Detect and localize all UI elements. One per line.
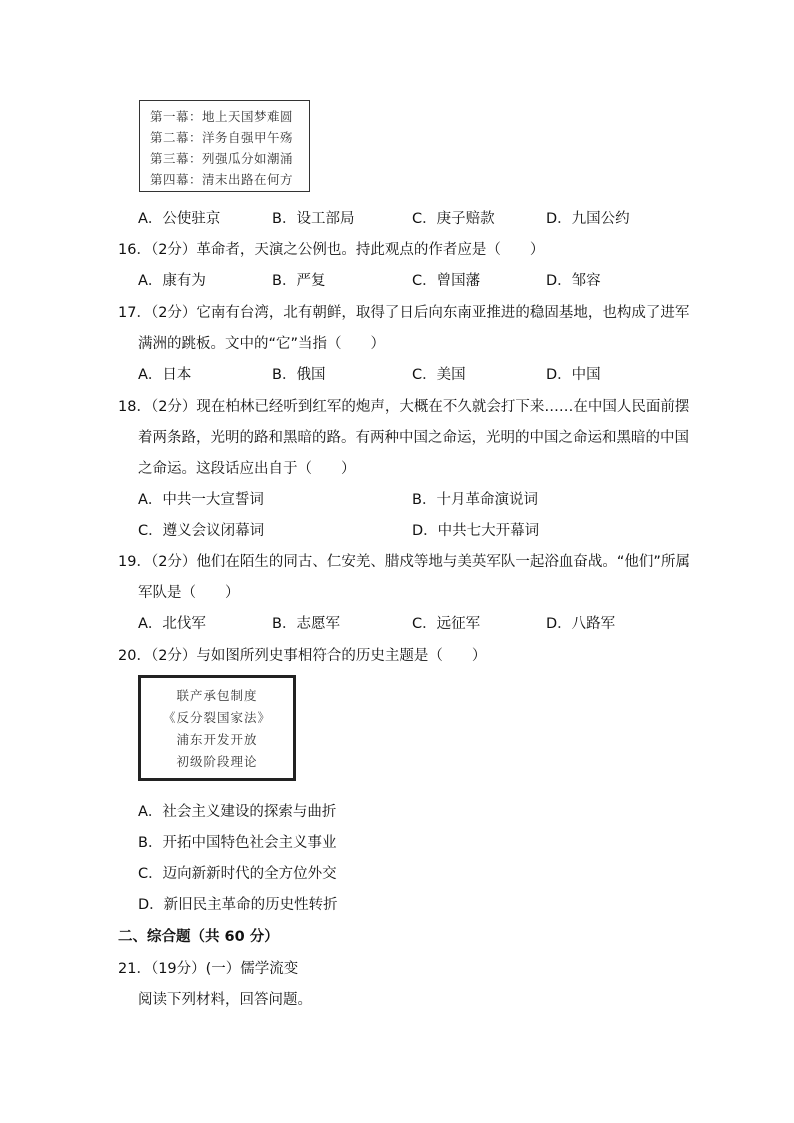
q16-option-c: C．曾国藩 [412, 273, 481, 289]
q15-option-d: D．九国公约 [546, 211, 630, 227]
q15-option-b: B．设工部局 [272, 211, 355, 227]
q20-option-a: A．社会主义建设的探索与曲折 [138, 804, 337, 820]
q20-box-line: 联产承包制度 [176, 688, 258, 703]
q17-option-c: C．美国 [412, 367, 466, 383]
q15-box-line: 第四幕：清末出路在何方 [150, 172, 294, 187]
q19-option-b: B．志愿军 [272, 616, 340, 632]
q20-option-d: D．新旧民主革命的历史性转折 [138, 897, 338, 913]
q16-option-d: D．邹容 [546, 273, 601, 289]
q16-option-b: B．严复 [272, 273, 326, 289]
q18-option-a: A．中共一大宣誓词 [138, 492, 264, 508]
q17-option-d: D．中国 [546, 367, 601, 383]
q16-option-a: A．康有为 [138, 273, 206, 289]
q21-stem: 21．（19分）(一）儒学流变 [118, 961, 299, 977]
q20-stem: 20．（2分）与如图所列史事相符合的历史主题是（ ） [118, 648, 487, 664]
q15-box-line: 第一幕：地上天国梦难圆 [150, 109, 294, 124]
q20-box-line: 初级阶段理论 [176, 754, 258, 769]
q15-figure-box [139, 100, 310, 192]
q18-option-c: C．遵义会议闭幕词 [138, 523, 265, 539]
q20-option-b: B．开拓中国特色社会主义事业 [138, 835, 337, 851]
q17-stem-line: 17．（2分）它南有台湾，北有朝鲜，取得了日后向东南亚推进的稳固基地，也构成了进军 [118, 305, 690, 321]
section-heading: 二、综合题（共 60 分） [118, 929, 279, 945]
q20-box-line: 浦东开发开放 [176, 732, 258, 747]
q15-option-a: A．公使驻京 [138, 211, 221, 227]
q18-option-d: D．中共七大开幕词 [412, 523, 540, 539]
q19-option-a: A．北伐军 [138, 616, 206, 632]
q17-option-b: B．俄国 [272, 367, 326, 383]
q20-box-line: 《反分裂国家法》 [162, 710, 271, 725]
q21-instruction: 阅读下列材料，回答问题。 [138, 992, 312, 1008]
q18-stem-line: 18．（2分）现在柏林已经听到红军的炮声，大概在不久就会打下来……在中国人民面前摆 [118, 399, 690, 415]
q15-box-line: 第二幕：洋务自强甲午殇 [150, 130, 294, 145]
q19-stem-line: 军队是（ ） [138, 585, 240, 601]
q18-stem-line: 着两条路，光明的路和黑暗的路。有两种中国之命运，光明的中国之命运和黑暗的中国 [138, 430, 689, 446]
q17-option-a: A．日本 [138, 367, 192, 383]
q19-option-c: C．远征军 [412, 616, 481, 632]
q17-stem-line: 满洲的跳板。文中的“它”当指（ ） [138, 336, 386, 352]
q15-box-line: 第三幕：列强瓜分如潮涌 [150, 151, 294, 166]
q15-option-c: C．庚子赔款 [412, 211, 495, 227]
q20-option-c: C．迈向新新时代的全方位外交 [138, 866, 337, 882]
q16-stem: 16．（2分）革命者，天演之公例也。持此观点的作者应是（ ） [118, 242, 545, 258]
q19-stem-line: 19．（2分）他们在陌生的同古、仁安羌、腊戍等地与美英军队一起浴血奋战。“他们”所属 [118, 554, 690, 570]
q19-option-d: D．八路军 [546, 616, 616, 632]
q18-stem-line: 之命运。这段话应出自于（ ） [138, 461, 356, 477]
q18-option-b: B．十月革命演说词 [412, 492, 538, 508]
q20-figure-box [138, 675, 296, 781]
